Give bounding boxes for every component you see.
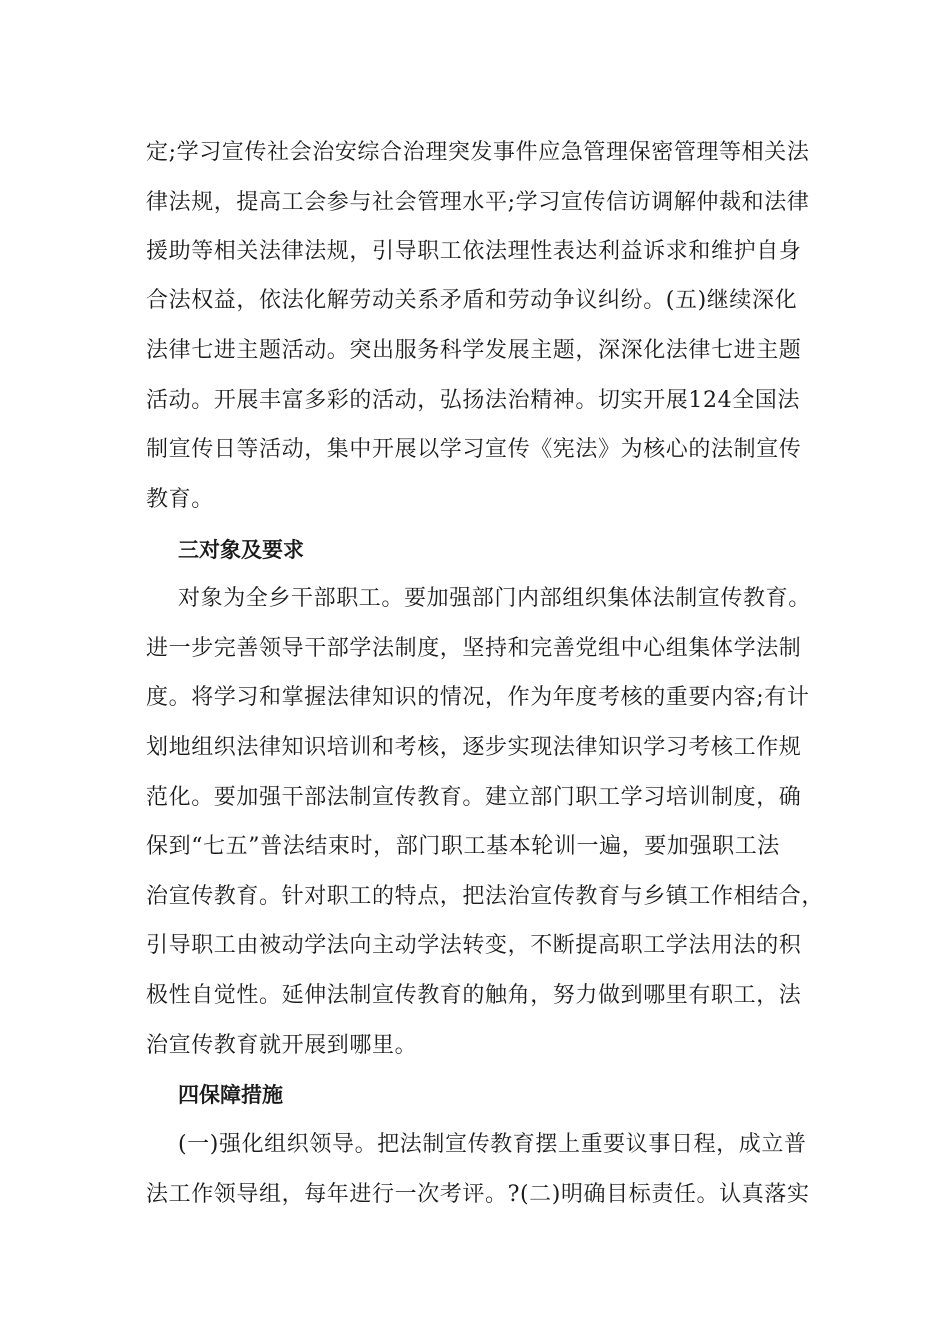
paragraph-line: 进一步完善领导干部学法制度，坚持和完善党组中心组集体学法制	[146, 636, 802, 661]
paragraph-line: 对象为全乡干部职工。要加强部门内部组织集体法制宣传教育。	[178, 586, 811, 611]
paragraph-line: 律法规，提高工会参与社会管理水平;学习宣传信访调解仲裁和法律	[146, 190, 810, 215]
paragraph-line: 范化。要加强干部法制宣传教育。建立部门职工学习培训制度，确	[146, 785, 802, 810]
paragraph-line: 制宣传日等活动，集中开展以学习宣传《宪法》为核心的法制宣传	[146, 437, 802, 462]
paragraph-line: 教育。	[146, 487, 214, 512]
paragraph-line: 治宣传教育就开展到哪里。	[146, 1033, 418, 1058]
paragraph-line: 划地组织法律知识培训和考核，逐步实现法律知识学习考核工作规	[146, 735, 802, 760]
paragraph-line: (一)强化组织领导。把法制宣传教育摆上重要议事日程，成立普	[178, 1132, 807, 1157]
paragraph-line: 引导职工由被动学法向主动学法转变，不断提高职工学法用法的积	[146, 933, 802, 958]
paragraph-line: 极性自觉性。延伸法制宣传教育的触角，努力做到哪里有职工，法	[146, 983, 802, 1008]
paragraph-line: 合法权益，依法化解劳动关系矛盾和劳动争议纠纷。(五)继续深化	[146, 288, 798, 313]
paragraph-line: 活动。开展丰富多彩的活动，弘扬法治精神。切实开展124全国法	[146, 388, 800, 413]
section-heading: 四保障措施	[178, 1082, 283, 1107]
paragraph-line: 治宣传教育。针对职工的特点，把法治宣传教育与乡镇工作相结合，	[146, 884, 825, 909]
section-heading: 三对象及要求	[178, 537, 304, 562]
paragraph-line: 法律七进主题活动。突出服务科学发展主题，深深化法律七进主题	[146, 338, 802, 363]
paragraph-line: 法工作领导组，每年进行一次考评。?(二)明确目标责任。认真落实	[146, 1182, 810, 1207]
paragraph-line: 定;学习宣传社会治安综合治理突发事件应急管理保密管理等相关法	[146, 140, 810, 165]
paragraph-line: 度。将学习和掌握法律知识的情况，作为年度考核的重要内容;有计	[146, 685, 810, 710]
paragraph-line: 援助等相关法律法规，引导职工依法理性表达利益诉求和维护自身	[146, 239, 802, 264]
paragraph-line: 保到“七五”普法结束时，部门职工基本轮训一遍，要加强职工法	[146, 834, 780, 859]
